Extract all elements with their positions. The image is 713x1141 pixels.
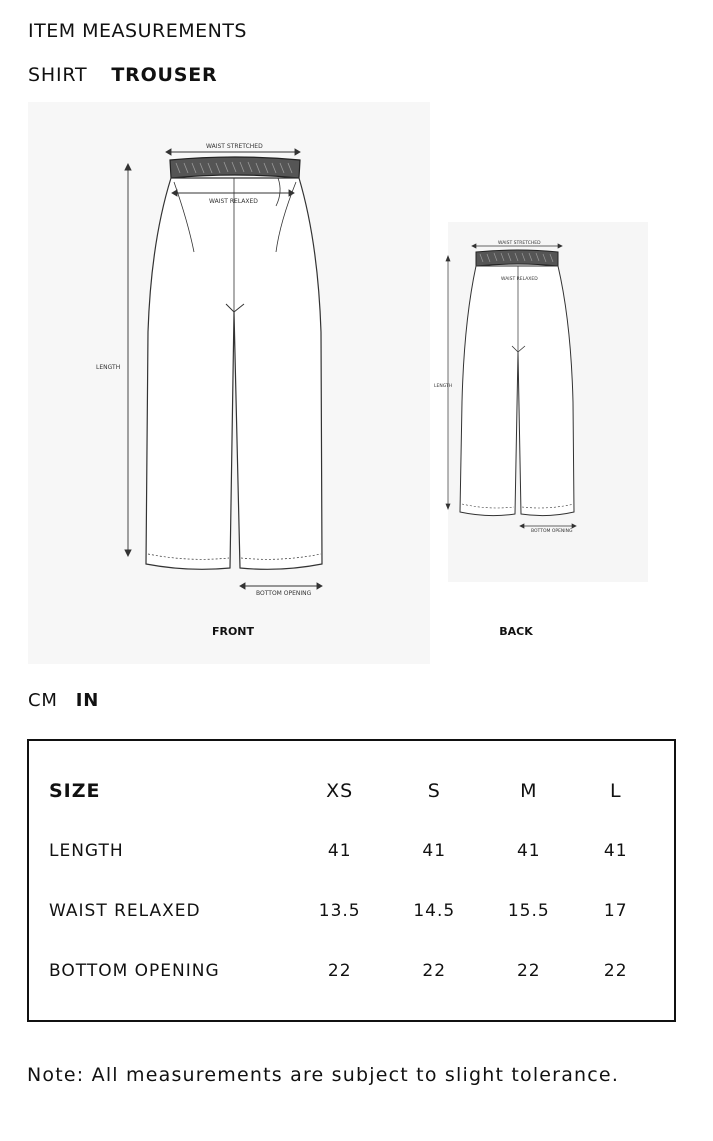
page-title: ITEM MEASUREMENTS [28,20,247,42]
row-label: WAIST RELAXED [49,901,201,921]
header-s: S [427,780,441,802]
trouser-diagram [28,102,658,664]
table-cell: 22 [603,961,628,981]
table-cell: 41 [516,841,541,861]
size-table [49,761,659,1001]
tab-unit-in[interactable]: IN [75,690,100,711]
front-label-length: LENGTH [96,364,121,371]
table-row [49,821,659,881]
header-size: SIZE [49,780,101,802]
back-label-waist-stretched: WAIST STRETCHED [498,241,541,246]
back-label-waist-relaxed: WAIST RELAXED [501,277,538,282]
row-label: LENGTH [49,841,124,861]
front-label-bottom-opening: BOTTOM OPENING [256,590,312,597]
table-header-row [49,761,659,821]
row-label: BOTTOM OPENING [49,961,220,981]
table-row [49,941,659,1001]
front-label-waist-stretched: WAIST STRETCHED [206,143,263,150]
table-cell: 41 [422,841,447,861]
table-cell: 41 [327,841,352,861]
table-cell: 14.5 [413,901,456,921]
header-l: L [609,780,622,802]
table-row [49,881,659,941]
back-caption: BACK [499,625,533,638]
table-cell: 41 [603,841,628,861]
garment-tabs [28,64,217,86]
table-cell: 22 [422,961,447,981]
table-cell: 15.5 [507,901,550,921]
back-label-bottom-opening: BOTTOM OPENING [531,529,573,534]
table-cell: 22 [516,961,541,981]
back-label-length: LENGTH [434,384,453,389]
tab-trouser[interactable]: TROUSER [111,64,218,86]
table-cell: 13.5 [318,901,361,921]
header-xs: XS [326,780,354,802]
header-m: M [520,780,538,802]
tab-shirt[interactable]: SHIRT [28,64,88,86]
table-cell: 22 [327,961,352,981]
front-label-waist-relaxed: WAIST RELAXED [209,198,258,205]
unit-tabs [28,690,99,711]
tab-unit-cm[interactable]: CM [28,690,58,711]
size-chart [27,739,676,1022]
table-cell: 17 [603,901,628,921]
front-caption: FRONT [211,625,255,638]
tolerance-note: Note: All measurements are subject to slight tolerance. [27,1064,620,1086]
